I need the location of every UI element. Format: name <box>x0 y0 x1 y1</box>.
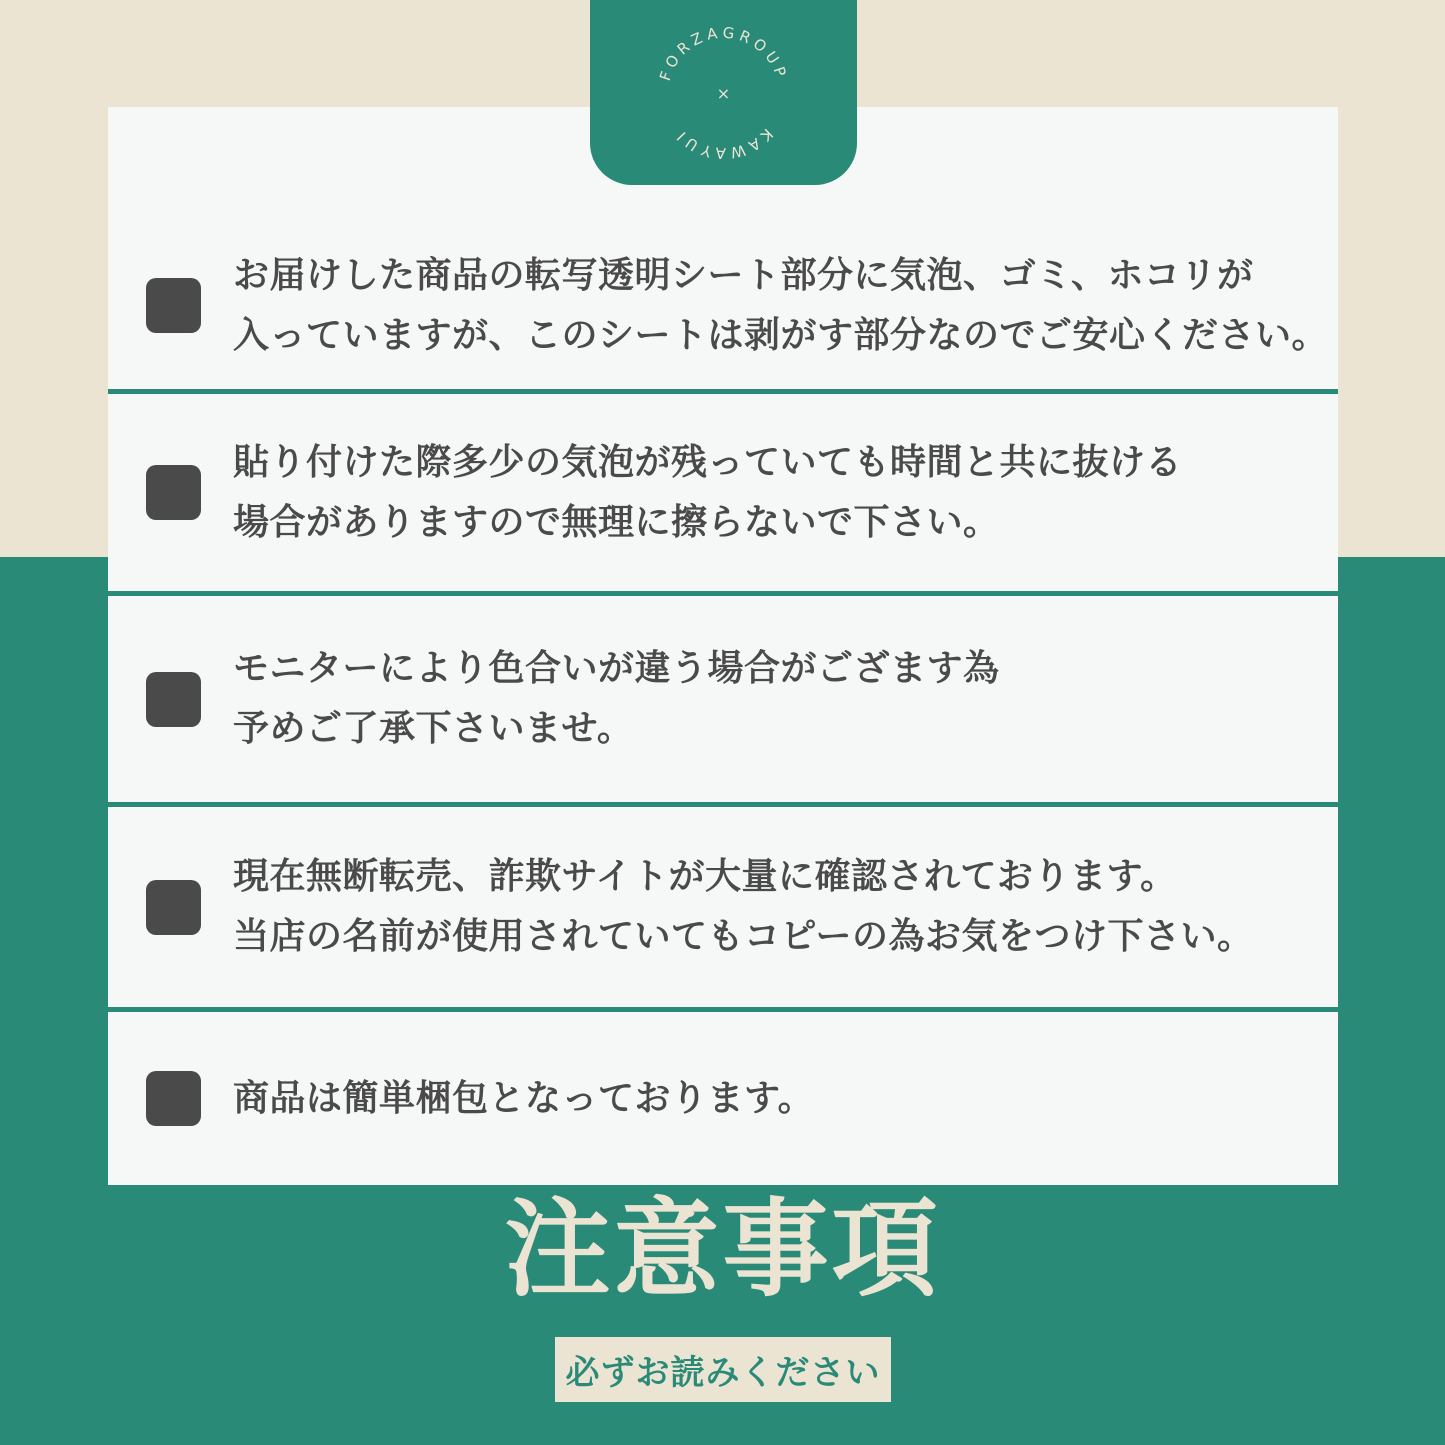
notice-line: 貼り付けた際多少の気泡が残っていても時間と共に抜ける <box>233 441 1183 483</box>
checkbox-icon <box>146 465 201 520</box>
notice-row-4 <box>108 807 1338 1012</box>
notice-text-2 <box>233 433 1182 553</box>
notice-line: モニターにより色合いが違う場合がござます為 <box>233 648 1000 689</box>
checkbox-icon <box>146 278 201 333</box>
notice-line: 当店の名前が使用されていてもコピーの為お気をつけ下さい。 <box>233 916 1254 957</box>
brand-badge <box>590 0 857 185</box>
notice-row-5 <box>108 1012 1338 1185</box>
svg-text:KAWAYUI <box>670 125 776 163</box>
must-read-ribbon <box>555 1337 891 1402</box>
must-read-label: 必ずお読みください <box>565 1353 881 1393</box>
notice-text-5 <box>233 1069 814 1129</box>
brand-logo-circular <box>590 0 857 185</box>
notice-line: 商品は簡単梱包となっております。 <box>233 1077 815 1119</box>
checkbox-icon <box>146 672 201 727</box>
notice-line: 予めご了承下さいませ。 <box>233 708 634 749</box>
notice-text-3 <box>233 639 1000 759</box>
brand-arc-top-text: FORZAGROUP <box>655 23 792 84</box>
notice-line: 場合がありますので無理に擦らないで下さい。 <box>233 501 1000 543</box>
notice-row-3 <box>108 596 1338 807</box>
checkbox-icon <box>146 1071 201 1126</box>
notice-text-1 <box>233 246 1328 366</box>
notice-panel <box>108 107 1338 1185</box>
notice-line: 入っていますが、このシートは剥がす部分なのでご安心ください。 <box>233 314 1329 356</box>
svg-text:FORZAGROUP <box>656 24 791 84</box>
brand-center-mark: × <box>716 84 731 103</box>
checkbox-icon <box>146 880 201 935</box>
notice-row-2 <box>108 394 1338 596</box>
notice-line: 現在無断転売、詐欺サイトが大量に確認されております。 <box>233 856 1177 897</box>
notice-text-4 <box>233 847 1254 967</box>
brand-arc-bottom-text: KAWAYUI <box>670 124 777 163</box>
page-title: 注意事項 <box>504 1188 941 1311</box>
notice-line: お届けした商品の転写透明シート部分に気泡、ゴミ、ホコリが <box>233 254 1254 296</box>
